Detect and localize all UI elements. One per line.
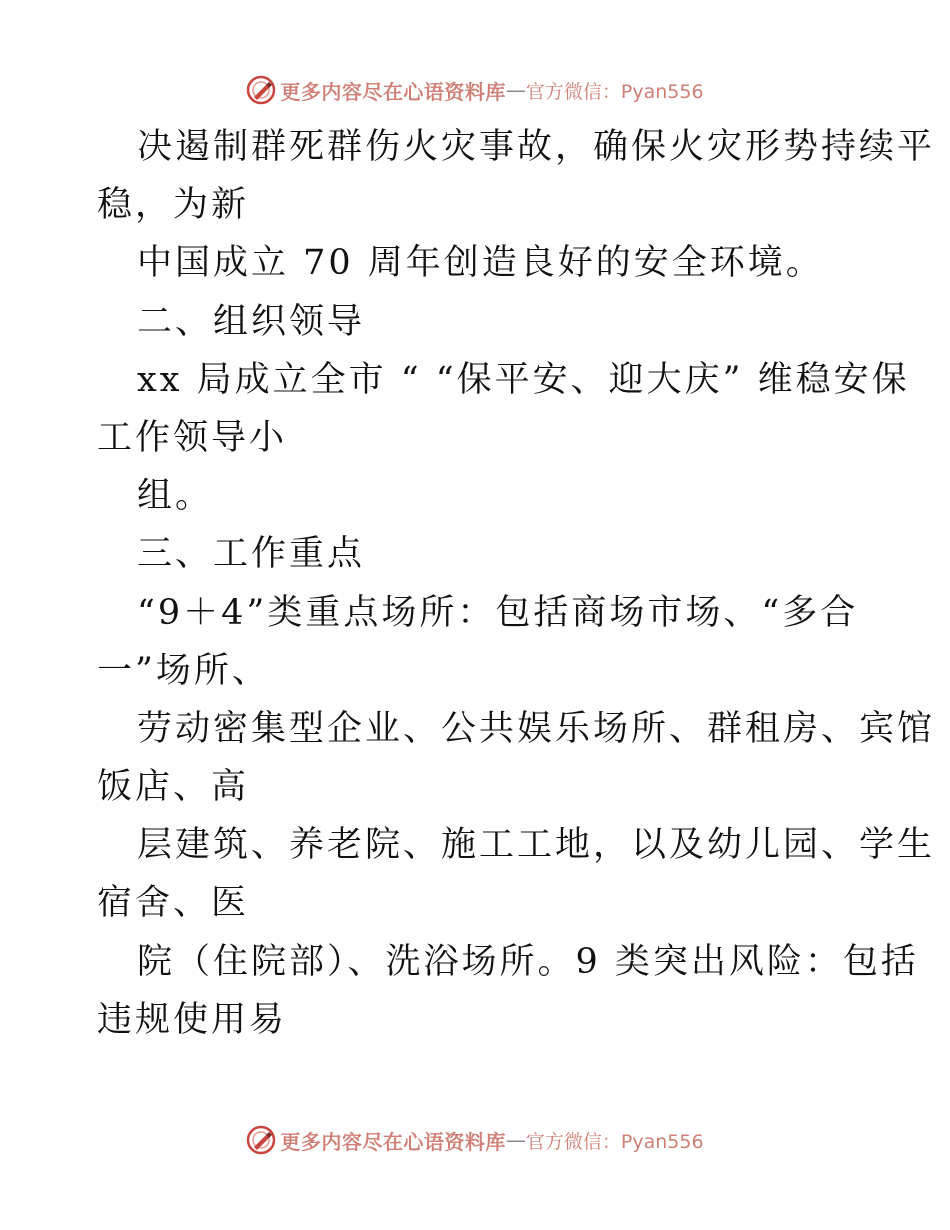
paragraph-line: xx 局成立全市 “ “保平安、迎大庆” 维稳安保 [137,359,910,400]
paragraph-line: “9＋4”类重点场所：包括商场市场、“多合 [137,592,859,633]
watermark-main-text: 更多内容尽在心语资料库 [280,1129,506,1154]
header-watermark [0,72,950,108]
paragraph-line: 层建筑、养老院、施工工地，以及幼儿园、学生 [137,825,936,866]
pen-logo-icon [246,75,276,105]
watermark-dash: — [505,78,526,102]
section-heading: 三、工作重点 [137,534,366,575]
document-body [97,118,936,1049]
paragraph-line: 违规使用易 [97,999,288,1040]
watermark-wechat-text: 官方微信：Pyan556 [525,80,704,103]
watermark-main-text: 更多内容尽在心语资料库 [280,79,506,104]
paragraph-line: 稳，为新 [97,185,250,226]
section-heading: 二、组织领导 [137,301,366,342]
paragraph-line: 中国成立 70 周年创造良好的安全环境。 [137,243,824,284]
paragraph-line: 一”场所、 [97,650,270,691]
paragraph-line: 宿舍、医 [97,883,250,924]
paragraph-line: 院（住院部）、洗浴场所。9 类突出风险：包括 [137,941,919,982]
paragraph-line: 组。 [137,476,214,517]
paragraph-line: 劳动密集型企业、公共娱乐场所、群租房、宾馆 [137,708,936,749]
pen-logo-icon [246,1125,276,1155]
footer-watermark [0,1122,950,1158]
paragraph-line: 决遏制群死群伤火灾事故，确保火灾形势持续平 [137,127,936,167]
paragraph-line: 饭店、高 [97,767,250,808]
paragraph-line: 工作领导小 [97,417,288,458]
watermark-dash: — [505,1128,526,1152]
watermark-wechat-text: 官方微信：Pyan556 [525,1130,704,1153]
